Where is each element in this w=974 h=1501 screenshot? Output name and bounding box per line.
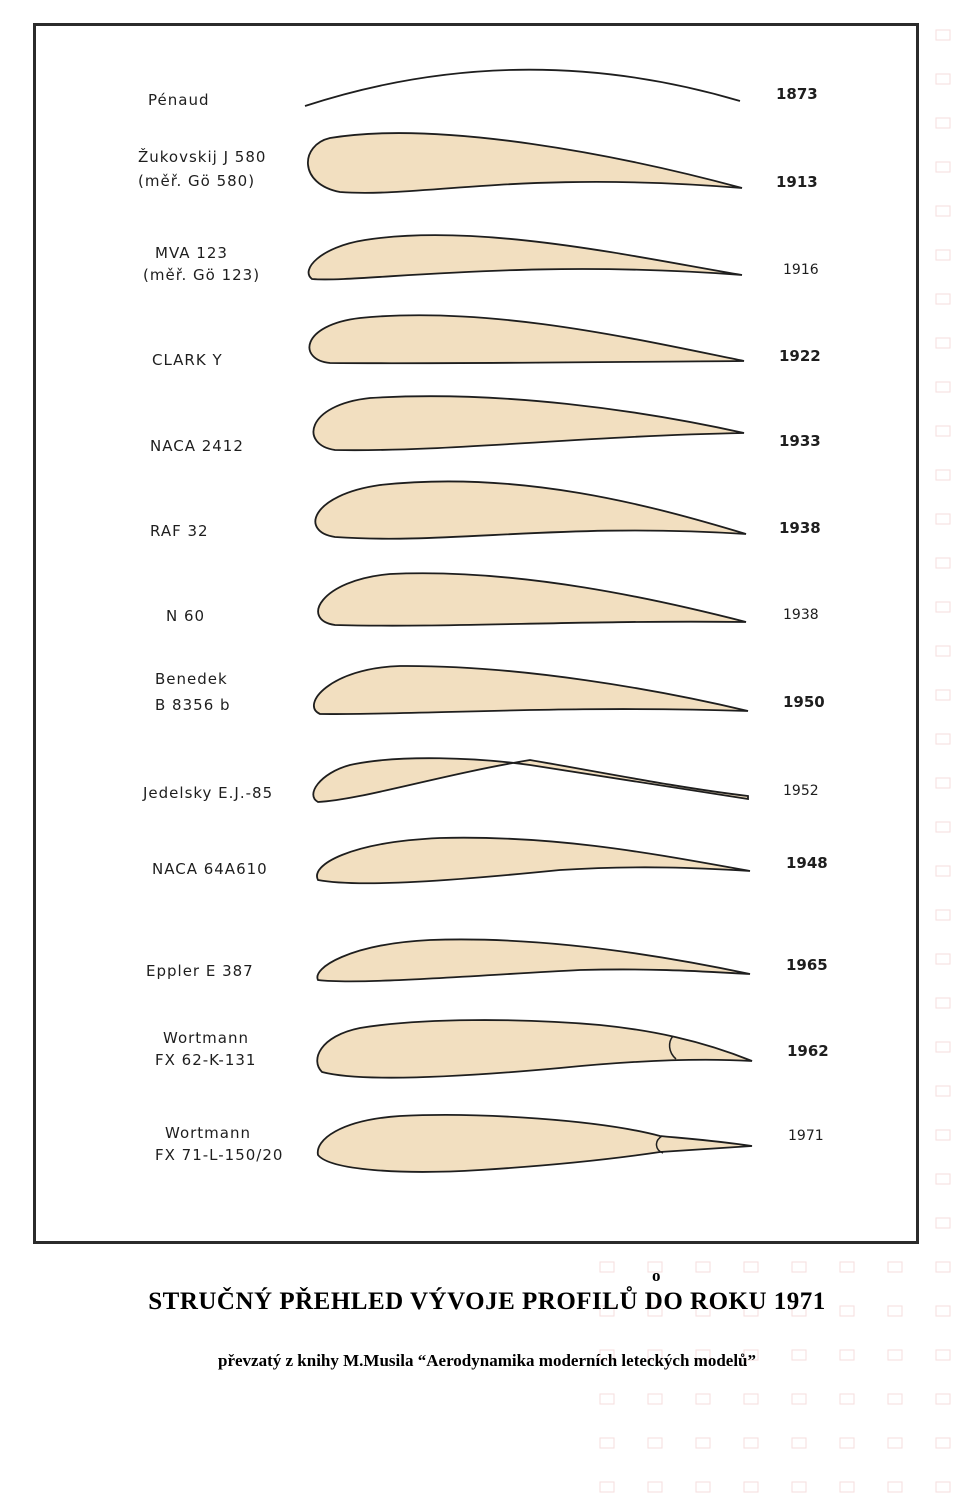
- profile-year-wortmann-2: 1971: [788, 1128, 824, 1144]
- airfoil-wortmann-fx62k131: [317, 1020, 752, 1078]
- airfoil-jedelsky-ej85: [313, 758, 748, 802]
- profile-year-n60: 1938: [783, 607, 819, 623]
- profile-name-naca-64a610: NACA 64A610: [152, 860, 268, 878]
- airfoil-mva-123: [309, 235, 742, 279]
- profile-name-eppler: Eppler E 387: [146, 962, 254, 980]
- profile-year-clark-y: 1922: [779, 347, 821, 365]
- airfoil-clark-y: [309, 315, 744, 363]
- title-ring-mark: o: [652, 1266, 661, 1285]
- airfoil-n-60: [318, 573, 746, 625]
- page-subtitle: převzatý z knihy M.Musila “Aerodynamika moderních leteckých modelů”: [218, 1351, 756, 1370]
- profile-name-zukovskij-sub: (měř. Gö 580): [138, 172, 256, 190]
- profile-name-wortmann-1: Wortmann: [163, 1029, 249, 1047]
- profile-name-benedek-sub: B 8356 b: [155, 696, 231, 714]
- airfoil-eppler-e387: [317, 939, 750, 981]
- profile-year-wortmann-1: 1962: [787, 1042, 829, 1060]
- profile-name-n60: N 60: [166, 607, 206, 625]
- profile-year-jedelsky: 1952: [783, 783, 819, 799]
- profile-name-benedek: Benedek: [155, 670, 228, 688]
- profile-year-zukovskij: 1913: [776, 173, 818, 191]
- profile-year-benedek: 1950: [783, 693, 825, 711]
- profile-name-jedelsky: Jedelsky E.J.-85: [143, 784, 274, 802]
- profile-year-eppler: 1965: [786, 956, 828, 974]
- airfoil-penaud: [305, 70, 740, 106]
- profile-name-mva: MVA 123: [155, 244, 228, 262]
- profile-year-mva: 1916: [783, 262, 819, 278]
- airfoil-wortmann-fx71l150: [318, 1115, 752, 1172]
- profile-name-clark-y: CLARK Y: [152, 351, 223, 369]
- airfoil-zukovskij-j580: [308, 133, 742, 193]
- profile-name-wortmann-1-sub: FX 62-K-131: [155, 1051, 257, 1069]
- profile-name-wortmann-2: Wortmann: [165, 1124, 251, 1142]
- profile-name-zukovskij: Žukovskij J 580: [138, 148, 267, 166]
- profile-name-naca-2412: NACA 2412: [150, 437, 244, 455]
- airfoil-naca-2412: [313, 396, 744, 450]
- profile-name-wortmann-2-sub: FX 71-L-150/20: [155, 1146, 284, 1164]
- profile-year-raf-32: 1938: [779, 519, 821, 537]
- airfoil-benedek-b8356b: [314, 666, 748, 714]
- page-title: STRUČNÝ PŘEHLED VÝVOJE PROFILŮ DO ROKU 1971: [148, 1288, 826, 1315]
- airfoil-naca-64a610: [317, 838, 750, 884]
- profile-name-raf-32: RAF 32: [150, 522, 209, 540]
- profile-name-mva-sub: (měř. Gö 123): [143, 266, 261, 284]
- profile-name-penaud: Pénaud: [148, 91, 210, 109]
- airfoil-raf-32: [315, 481, 746, 538]
- profile-year-penaud: 1873: [776, 85, 818, 103]
- profile-year-naca-2412: 1933: [779, 432, 821, 450]
- profile-year-naca-64a610: 1948: [786, 854, 828, 872]
